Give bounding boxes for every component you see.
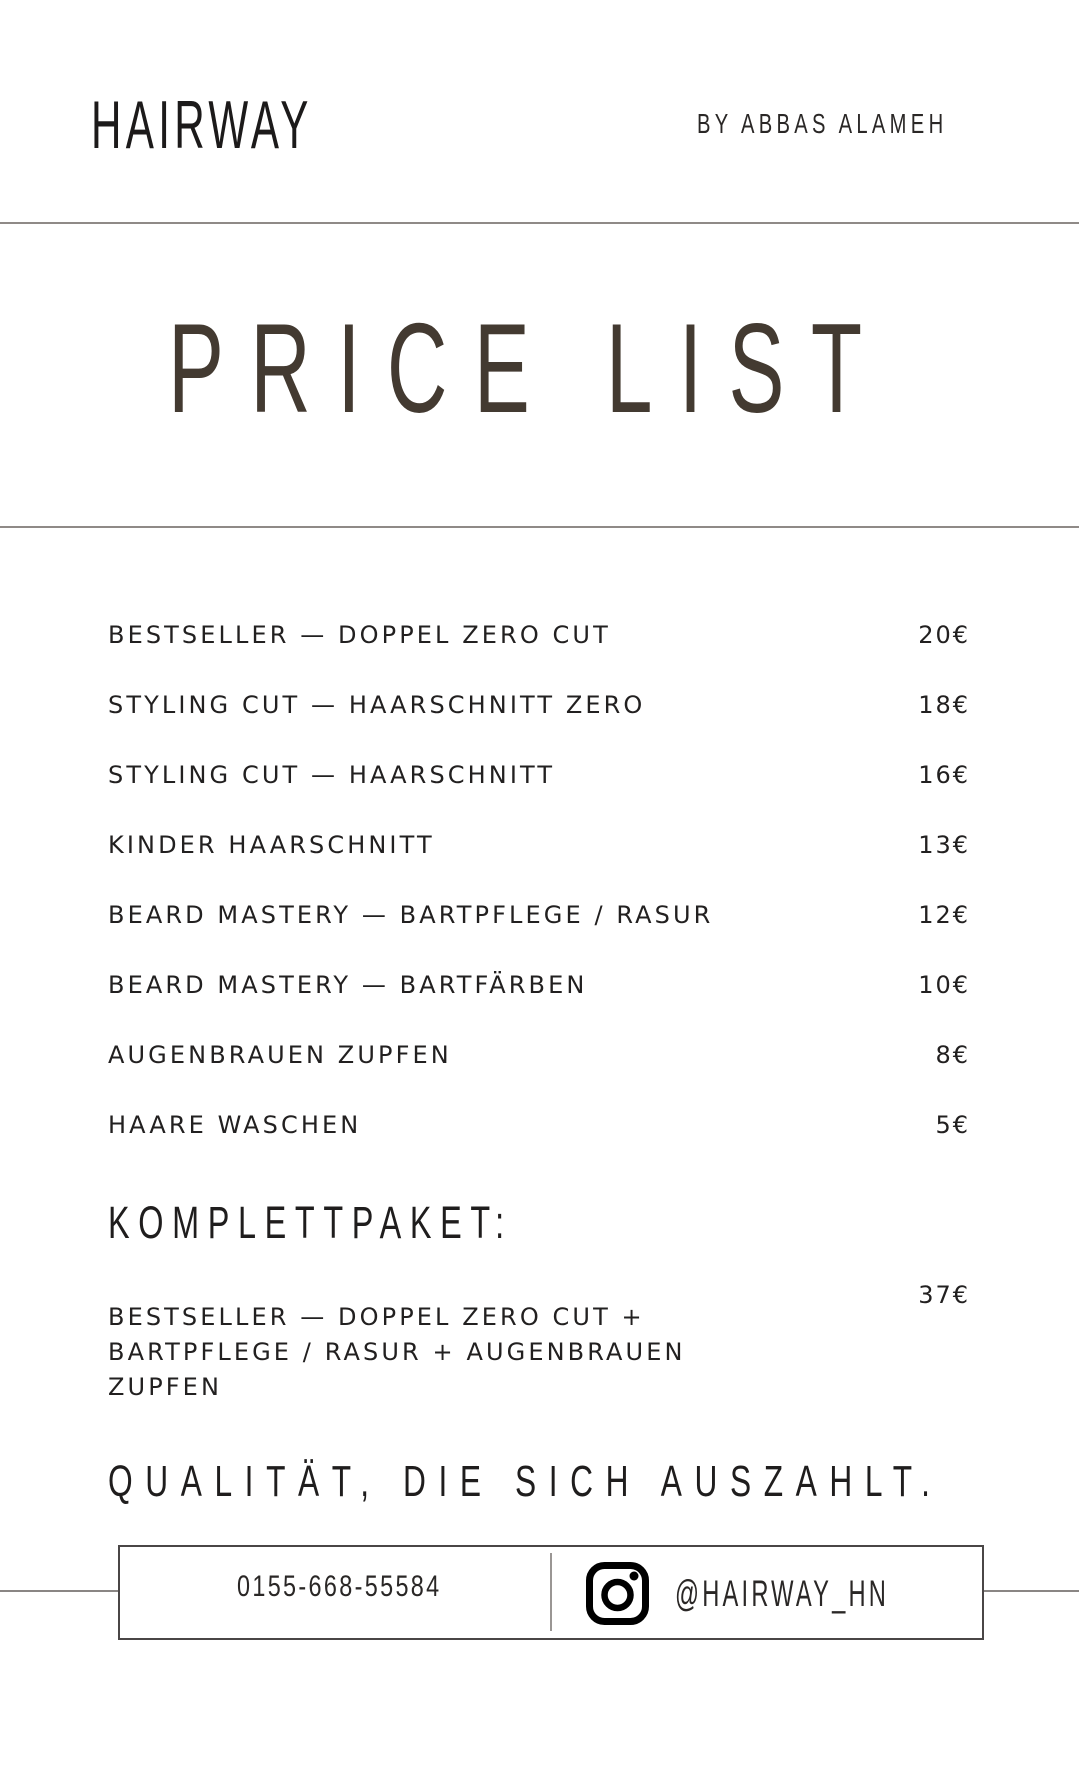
price-row: [108, 762, 970, 792]
price-row: [108, 1042, 970, 1072]
instagram-handle[interactable]: [675, 1575, 1009, 1612]
service-price: 18€: [918, 691, 970, 719]
service-name: BEARD MASTERY — BARTPFLEGE / RASUR: [108, 901, 714, 929]
service-price: 16€: [918, 761, 970, 789]
service-price: 10€: [918, 971, 970, 999]
service-name: KINDER HAARSCHNITT: [108, 831, 435, 859]
page-title: [168, 297, 1079, 439]
price-row: [108, 1112, 970, 1142]
page-title-text: PRICE LIST: [168, 297, 889, 439]
service-name: BEARD MASTERY — BARTFÄRBEN: [108, 971, 588, 999]
byline: [697, 110, 1045, 138]
price-row: [108, 902, 970, 932]
service-price: 8€: [935, 1041, 970, 1069]
service-price: 20€: [918, 621, 970, 649]
phone-number[interactable]: [237, 1572, 499, 1602]
service-name: STYLING CUT — HAARSCHNITT: [108, 761, 556, 789]
brand-name: HAIRWAY: [91, 87, 313, 163]
price-row: [108, 622, 970, 652]
brand-logo: [91, 87, 449, 163]
package-heading: [108, 1197, 670, 1248]
service-name: STYLING CUT — HAARSCHNITT ZERO: [108, 691, 646, 719]
contact-box: [118, 1545, 984, 1640]
title-divider: [0, 526, 1079, 528]
slogan-text: QUALITÄT, DIE SICH AUSZAHLT.: [108, 1457, 943, 1506]
price-row: [108, 832, 970, 862]
slogan: [108, 1457, 1079, 1506]
price-row: [108, 972, 970, 1002]
service-price: 12€: [918, 901, 970, 929]
service-name: BESTSELLER — DOPPEL ZERO CUT: [108, 621, 611, 649]
instagram-icon[interactable]: [585, 1561, 650, 1626]
service-price: 5€: [935, 1111, 970, 1139]
package-price: 37€: [918, 1281, 970, 1309]
service-price: 13€: [918, 831, 970, 859]
service-name: AUGENBRAUEN ZUPFEN: [108, 1041, 452, 1069]
price-row: [108, 692, 970, 722]
package-heading-text: KOMPLETTPAKET:: [108, 1197, 513, 1248]
package-description: BESTSELLER — DOPPEL ZERO CUT + BARTPFLEGE / RASUR + AUGENBRAUEN ZUPFEN: [108, 1303, 686, 1401]
header-divider: [0, 222, 1079, 224]
phone-number-text: 0155-668-55584: [237, 1570, 442, 1603]
contact-line-left: [0, 1590, 118, 1592]
contact-divider: [550, 1553, 552, 1631]
instagram-handle-text: @HAIRWAY_HN: [675, 1573, 890, 1614]
service-name: HAARE WASCHEN: [108, 1111, 362, 1139]
byline-text: BY ABBAS ALAMEH: [697, 108, 948, 139]
